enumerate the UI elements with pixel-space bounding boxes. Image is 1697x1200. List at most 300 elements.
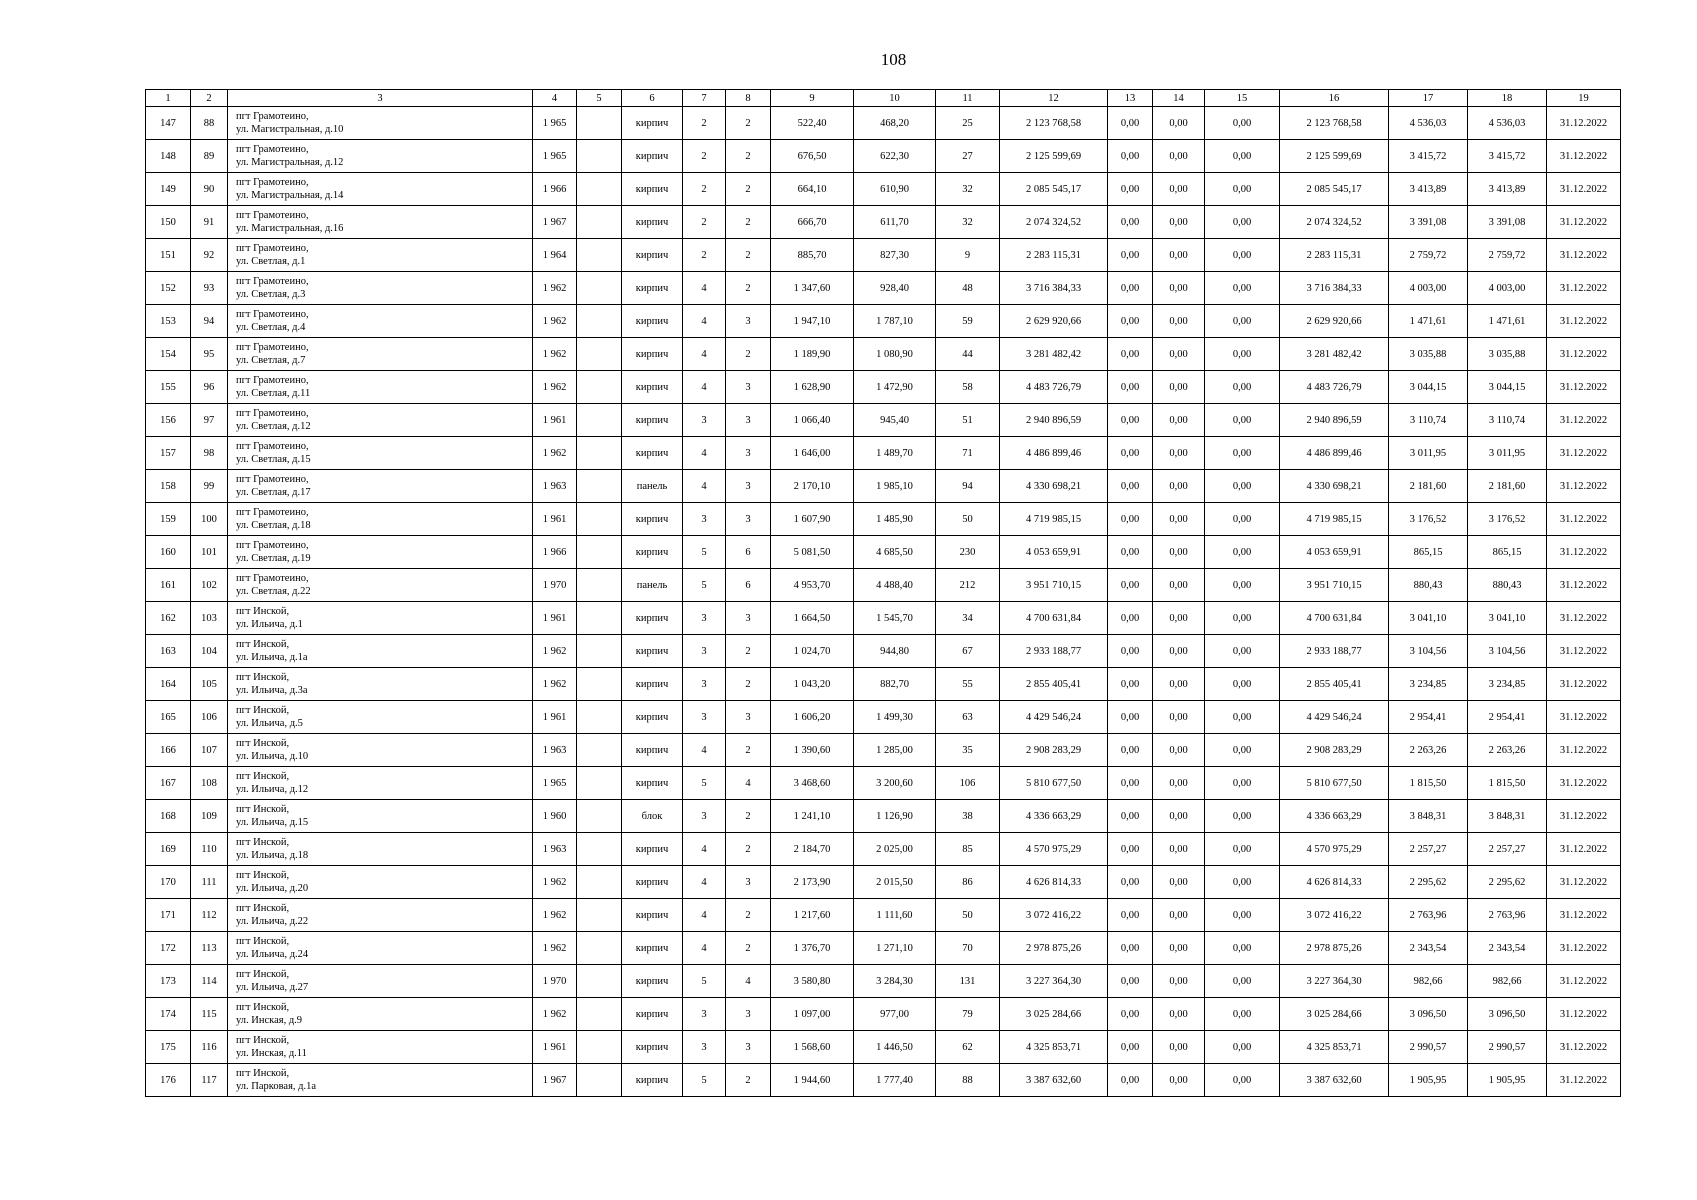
cost-col-16: 3 951 710,15 (1280, 569, 1389, 602)
section-number: 88 (191, 107, 228, 140)
cost-col-15: 0,00 (1205, 998, 1280, 1031)
living-area: 2 015,50 (854, 866, 936, 899)
settlement-name: пгт Инской, (236, 1002, 290, 1013)
cost-col-14: 0,00 (1153, 734, 1205, 767)
total-area: 1 947,10 (771, 305, 854, 338)
deadline-date: 31.12.2022 (1547, 767, 1621, 800)
floors: 3 (683, 503, 726, 536)
section-number: 105 (191, 668, 228, 701)
section-number: 110 (191, 833, 228, 866)
year-built: 1 963 (533, 833, 577, 866)
unit-cost-18: 2 990,57 (1468, 1031, 1547, 1064)
living-area: 1 777,40 (854, 1064, 936, 1097)
cost-col-15: 0,00 (1205, 602, 1280, 635)
cost-col-14: 0,00 (1153, 1064, 1205, 1097)
unit-cost-17: 3 391,08 (1389, 206, 1468, 239)
total-cost: 2 074 324,52 (1000, 206, 1108, 239)
total-area: 4 953,70 (771, 569, 854, 602)
settlement-name: пгт Грамотеино, (236, 507, 309, 518)
living-area: 1 545,70 (854, 602, 936, 635)
col-5 (577, 569, 622, 602)
floors: 2 (683, 140, 726, 173)
total-cost: 5 810 677,50 (1000, 767, 1108, 800)
street-address: ул. Ильича, д.18 (236, 850, 309, 861)
year-built: 1 963 (533, 470, 577, 503)
table-row (146, 833, 1621, 866)
cost-col-14: 0,00 (1153, 470, 1205, 503)
residents: 85 (936, 833, 1000, 866)
floors: 3 (683, 998, 726, 1031)
residents: 212 (936, 569, 1000, 602)
cost-col-14: 0,00 (1153, 437, 1205, 470)
cost-col-13: 0,00 (1108, 833, 1153, 866)
wall-material: кирпич (622, 1031, 683, 1064)
entrances: 2 (726, 206, 771, 239)
cost-col-14: 0,00 (1153, 767, 1205, 800)
total-cost: 4 336 663,29 (1000, 800, 1108, 833)
cost-col-16: 4 700 631,84 (1280, 602, 1389, 635)
section-number: 93 (191, 272, 228, 305)
row-number: 167 (146, 767, 191, 800)
wall-material: кирпич (622, 437, 683, 470)
street-address: ул. Светлая, д.4 (236, 322, 306, 333)
total-area: 2 184,70 (771, 833, 854, 866)
section-number: 115 (191, 998, 228, 1031)
wall-material: кирпич (622, 371, 683, 404)
table-row (146, 635, 1621, 668)
floors: 4 (683, 734, 726, 767)
year-built: 1 962 (533, 305, 577, 338)
section-number: 95 (191, 338, 228, 371)
residents: 106 (936, 767, 1000, 800)
residents: 70 (936, 932, 1000, 965)
cost-col-15: 0,00 (1205, 536, 1280, 569)
total-area: 522,40 (771, 107, 854, 140)
living-area: 1 787,10 (854, 305, 936, 338)
living-area: 1 472,90 (854, 371, 936, 404)
deadline-date: 31.12.2022 (1547, 899, 1621, 932)
deadline-date: 31.12.2022 (1547, 173, 1621, 206)
cost-col-16: 3 025 284,66 (1280, 998, 1389, 1031)
column-header-18: 18 (1468, 90, 1547, 107)
floors: 3 (683, 800, 726, 833)
wall-material: кирпич (622, 635, 683, 668)
col-5 (577, 800, 622, 833)
unit-cost-17: 3 011,95 (1389, 437, 1468, 470)
total-cost: 4 483 726,79 (1000, 371, 1108, 404)
cost-col-13: 0,00 (1108, 1064, 1153, 1097)
unit-cost-18: 2 763,96 (1468, 899, 1547, 932)
residents: 62 (936, 1031, 1000, 1064)
total-cost: 4 570 975,29 (1000, 833, 1108, 866)
entrances: 2 (726, 899, 771, 932)
section-number: 99 (191, 470, 228, 503)
col-5 (577, 1064, 622, 1097)
row-number: 160 (146, 536, 191, 569)
floors: 4 (683, 899, 726, 932)
col-5 (577, 668, 622, 701)
col-5 (577, 107, 622, 140)
col-5 (577, 701, 622, 734)
deadline-date: 31.12.2022 (1547, 536, 1621, 569)
residents: 67 (936, 635, 1000, 668)
street-address: ул. Ильича, д.15 (236, 817, 309, 828)
living-area: 882,70 (854, 668, 936, 701)
year-built: 1 963 (533, 734, 577, 767)
row-number: 151 (146, 239, 191, 272)
entrances: 3 (726, 701, 771, 734)
settlement-name: пгт Грамотеино, (236, 474, 309, 485)
year-built: 1 967 (533, 206, 577, 239)
cost-col-16: 4 626 814,33 (1280, 866, 1389, 899)
floors: 5 (683, 767, 726, 800)
cost-col-15: 0,00 (1205, 569, 1280, 602)
col-5 (577, 503, 622, 536)
table-row (146, 305, 1621, 338)
cost-col-16: 2 123 768,58 (1280, 107, 1389, 140)
row-number: 159 (146, 503, 191, 536)
settlement-name: пгт Грамотеино, (236, 210, 309, 221)
unit-cost-17: 982,66 (1389, 965, 1468, 998)
total-area: 2 173,90 (771, 866, 854, 899)
unit-cost-18: 3 234,85 (1468, 668, 1547, 701)
year-built: 1 965 (533, 140, 577, 173)
table-row (146, 470, 1621, 503)
wall-material: кирпич (622, 503, 683, 536)
address-cell (228, 338, 533, 371)
floors: 3 (683, 701, 726, 734)
address-cell (228, 107, 533, 140)
residents: 44 (936, 338, 1000, 371)
deadline-date: 31.12.2022 (1547, 272, 1621, 305)
total-cost: 3 281 482,42 (1000, 338, 1108, 371)
unit-cost-18: 2 257,27 (1468, 833, 1547, 866)
cost-col-15: 0,00 (1205, 272, 1280, 305)
column-header-10: 10 (854, 90, 936, 107)
cost-col-14: 0,00 (1153, 866, 1205, 899)
deadline-date: 31.12.2022 (1547, 140, 1621, 173)
floors: 4 (683, 470, 726, 503)
cost-col-15: 0,00 (1205, 140, 1280, 173)
address-cell (228, 1031, 533, 1064)
row-number: 163 (146, 635, 191, 668)
col-5 (577, 470, 622, 503)
residents: 94 (936, 470, 1000, 503)
street-address: ул. Ильича, д.10 (236, 751, 309, 762)
living-area: 3 200,60 (854, 767, 936, 800)
entrances: 3 (726, 470, 771, 503)
unit-cost-17: 3 176,52 (1389, 503, 1468, 536)
section-number: 111 (191, 866, 228, 899)
living-area: 1 271,10 (854, 932, 936, 965)
section-number: 104 (191, 635, 228, 668)
street-address: ул. Светлая, д.11 (236, 388, 311, 399)
deadline-date: 31.12.2022 (1547, 437, 1621, 470)
cost-col-14: 0,00 (1153, 404, 1205, 437)
unit-cost-18: 3 041,10 (1468, 602, 1547, 635)
street-address: ул. Магистральная, д.12 (236, 157, 344, 168)
cost-col-16: 2 908 283,29 (1280, 734, 1389, 767)
table-row (146, 668, 1621, 701)
settlement-name: пгт Инской, (236, 804, 290, 815)
col-5 (577, 734, 622, 767)
col-5 (577, 239, 622, 272)
wall-material: кирпич (622, 404, 683, 437)
entrances: 3 (726, 1031, 771, 1064)
address-cell (228, 569, 533, 602)
total-cost: 4 700 631,84 (1000, 602, 1108, 635)
wall-material: кирпич (622, 932, 683, 965)
address-cell (228, 635, 533, 668)
address-cell (228, 932, 533, 965)
street-address: ул. Инская, д.11 (236, 1048, 307, 1059)
unit-cost-18: 2 263,26 (1468, 734, 1547, 767)
cost-col-16: 4 570 975,29 (1280, 833, 1389, 866)
street-address: ул. Ильича, д.1 (236, 619, 303, 630)
table-row (146, 569, 1621, 602)
address-cell (228, 140, 533, 173)
unit-cost-18: 1 905,95 (1468, 1064, 1547, 1097)
address-cell (228, 1064, 533, 1097)
unit-cost-18: 3 110,74 (1468, 404, 1547, 437)
total-area: 1 024,70 (771, 635, 854, 668)
cost-col-15: 0,00 (1205, 107, 1280, 140)
total-cost: 4 486 899,46 (1000, 437, 1108, 470)
cost-col-16: 2 085 545,17 (1280, 173, 1389, 206)
street-address: ул. Парковая, д.1а (236, 1081, 317, 1092)
street-address: ул. Магистральная, д.14 (236, 190, 344, 201)
section-number: 112 (191, 899, 228, 932)
entrances: 3 (726, 503, 771, 536)
address-cell (228, 668, 533, 701)
col-5 (577, 338, 622, 371)
table-row (146, 404, 1621, 437)
address-cell (228, 206, 533, 239)
entrances: 2 (726, 635, 771, 668)
col-5 (577, 767, 622, 800)
row-number: 149 (146, 173, 191, 206)
wall-material: кирпич (622, 866, 683, 899)
cost-col-14: 0,00 (1153, 899, 1205, 932)
residents: 55 (936, 668, 1000, 701)
residents: 51 (936, 404, 1000, 437)
table-row (146, 239, 1621, 272)
column-header-11: 11 (936, 90, 1000, 107)
row-number: 173 (146, 965, 191, 998)
deadline-date: 31.12.2022 (1547, 800, 1621, 833)
cost-col-15: 0,00 (1205, 437, 1280, 470)
cost-col-14: 0,00 (1153, 536, 1205, 569)
column-header-4: 4 (533, 90, 577, 107)
cost-col-14: 0,00 (1153, 305, 1205, 338)
cost-col-13: 0,00 (1108, 800, 1153, 833)
table-row (146, 998, 1621, 1031)
unit-cost-17: 3 234,85 (1389, 668, 1468, 701)
unit-cost-17: 3 035,88 (1389, 338, 1468, 371)
deadline-date: 31.12.2022 (1547, 701, 1621, 734)
entrances: 2 (726, 833, 771, 866)
unit-cost-17: 3 096,50 (1389, 998, 1468, 1031)
settlement-name: пгт Грамотеино, (236, 111, 309, 122)
section-number: 100 (191, 503, 228, 536)
cost-col-16: 4 483 726,79 (1280, 371, 1389, 404)
row-number: 161 (146, 569, 191, 602)
row-number: 155 (146, 371, 191, 404)
living-area: 827,30 (854, 239, 936, 272)
entrances: 2 (726, 173, 771, 206)
cost-col-14: 0,00 (1153, 833, 1205, 866)
entrances: 4 (726, 965, 771, 998)
cost-col-13: 0,00 (1108, 965, 1153, 998)
settlement-name: пгт Инской, (236, 738, 290, 749)
unit-cost-17: 3 848,31 (1389, 800, 1468, 833)
wall-material: кирпич (622, 206, 683, 239)
cost-col-13: 0,00 (1108, 107, 1153, 140)
col-5 (577, 635, 622, 668)
settlement-name: пгт Грамотеино, (236, 243, 309, 254)
living-area: 610,90 (854, 173, 936, 206)
address-cell (228, 239, 533, 272)
settlement-name: пгт Инской, (236, 672, 290, 683)
row-number: 154 (146, 338, 191, 371)
unit-cost-18: 2 759,72 (1468, 239, 1547, 272)
cost-col-15: 0,00 (1205, 1031, 1280, 1064)
total-cost: 2 283 115,31 (1000, 239, 1108, 272)
cost-col-15: 0,00 (1205, 173, 1280, 206)
cost-col-16: 4 429 546,24 (1280, 701, 1389, 734)
address-cell (228, 437, 533, 470)
unit-cost-17: 2 763,96 (1389, 899, 1468, 932)
total-cost: 4 330 698,21 (1000, 470, 1108, 503)
cost-col-14: 0,00 (1153, 998, 1205, 1031)
col-5 (577, 866, 622, 899)
living-area: 977,00 (854, 998, 936, 1031)
cost-col-13: 0,00 (1108, 239, 1153, 272)
table-row (146, 602, 1621, 635)
unit-cost-17: 1 905,95 (1389, 1064, 1468, 1097)
total-cost: 2 978 875,26 (1000, 932, 1108, 965)
unit-cost-18: 2 343,54 (1468, 932, 1547, 965)
column-header-16: 16 (1280, 90, 1389, 107)
cost-col-15: 0,00 (1205, 965, 1280, 998)
col-5 (577, 371, 622, 404)
total-cost: 3 072 416,22 (1000, 899, 1108, 932)
unit-cost-17: 2 954,41 (1389, 701, 1468, 734)
cost-col-14: 0,00 (1153, 503, 1205, 536)
cost-col-14: 0,00 (1153, 206, 1205, 239)
settlement-name: пгт Инской, (236, 837, 290, 848)
street-address: ул. Светлая, д.19 (236, 553, 311, 564)
living-area: 944,80 (854, 635, 936, 668)
cost-col-15: 0,00 (1205, 734, 1280, 767)
street-address: ул. Светлая, д.1 (236, 256, 306, 267)
address-cell (228, 371, 533, 404)
unit-cost-18: 880,43 (1468, 569, 1547, 602)
cost-col-15: 0,00 (1205, 866, 1280, 899)
row-number: 169 (146, 833, 191, 866)
cost-col-14: 0,00 (1153, 140, 1205, 173)
residents: 9 (936, 239, 1000, 272)
entrances: 6 (726, 569, 771, 602)
column-header-19: 19 (1547, 90, 1621, 107)
section-number: 106 (191, 701, 228, 734)
living-area: 622,30 (854, 140, 936, 173)
floors: 2 (683, 206, 726, 239)
living-area: 1 111,60 (854, 899, 936, 932)
deadline-date: 31.12.2022 (1547, 866, 1621, 899)
cost-col-13: 0,00 (1108, 536, 1153, 569)
settlement-name: пгт Грамотеино, (236, 309, 309, 320)
settlement-name: пгт Грамотеино, (236, 342, 309, 353)
unit-cost-17: 4 003,00 (1389, 272, 1468, 305)
total-cost: 3 227 364,30 (1000, 965, 1108, 998)
address-cell (228, 866, 533, 899)
street-address: ул. Магистральная, д.10 (236, 124, 344, 135)
year-built: 1 965 (533, 107, 577, 140)
floors: 4 (683, 833, 726, 866)
row-number: 150 (146, 206, 191, 239)
deadline-date: 31.12.2022 (1547, 569, 1621, 602)
section-number: 114 (191, 965, 228, 998)
year-built: 1 961 (533, 602, 577, 635)
row-number: 175 (146, 1031, 191, 1064)
deadline-date: 31.12.2022 (1547, 965, 1621, 998)
total-cost: 2 933 188,77 (1000, 635, 1108, 668)
row-number: 168 (146, 800, 191, 833)
year-built: 1 961 (533, 503, 577, 536)
cost-col-14: 0,00 (1153, 635, 1205, 668)
entrances: 3 (726, 305, 771, 338)
total-area: 1 628,90 (771, 371, 854, 404)
unit-cost-17: 3 104,56 (1389, 635, 1468, 668)
deadline-date: 31.12.2022 (1547, 602, 1621, 635)
unit-cost-17: 3 413,89 (1389, 173, 1468, 206)
cost-col-14: 0,00 (1153, 371, 1205, 404)
wall-material: кирпич (622, 668, 683, 701)
row-number: 166 (146, 734, 191, 767)
table-row (146, 965, 1621, 998)
column-number-row (146, 90, 1621, 107)
entrances: 2 (726, 107, 771, 140)
address-cell (228, 470, 533, 503)
total-area: 1 043,20 (771, 668, 854, 701)
floors: 4 (683, 932, 726, 965)
wall-material: кирпич (622, 140, 683, 173)
unit-cost-17: 1 471,61 (1389, 305, 1468, 338)
cost-col-16: 2 933 188,77 (1280, 635, 1389, 668)
living-area: 1 446,50 (854, 1031, 936, 1064)
deadline-date: 31.12.2022 (1547, 404, 1621, 437)
cost-col-15: 0,00 (1205, 239, 1280, 272)
column-header-6: 6 (622, 90, 683, 107)
unit-cost-17: 2 263,26 (1389, 734, 1468, 767)
col-5 (577, 437, 622, 470)
cost-col-16: 4 336 663,29 (1280, 800, 1389, 833)
section-number: 102 (191, 569, 228, 602)
cost-col-15: 0,00 (1205, 470, 1280, 503)
cost-col-15: 0,00 (1205, 701, 1280, 734)
street-address: ул. Светлая, д.15 (236, 454, 311, 465)
street-address: ул. Ильича, д.12 (236, 784, 309, 795)
street-address: ул. Светлая, д.22 (236, 586, 311, 597)
table-row (146, 734, 1621, 767)
table-row (146, 371, 1621, 404)
street-address: ул. Магистральная, д.16 (236, 223, 344, 234)
street-address: ул. Светлая, д.12 (236, 421, 311, 432)
deadline-date: 31.12.2022 (1547, 371, 1621, 404)
wall-material: кирпич (622, 767, 683, 800)
unit-cost-18: 982,66 (1468, 965, 1547, 998)
